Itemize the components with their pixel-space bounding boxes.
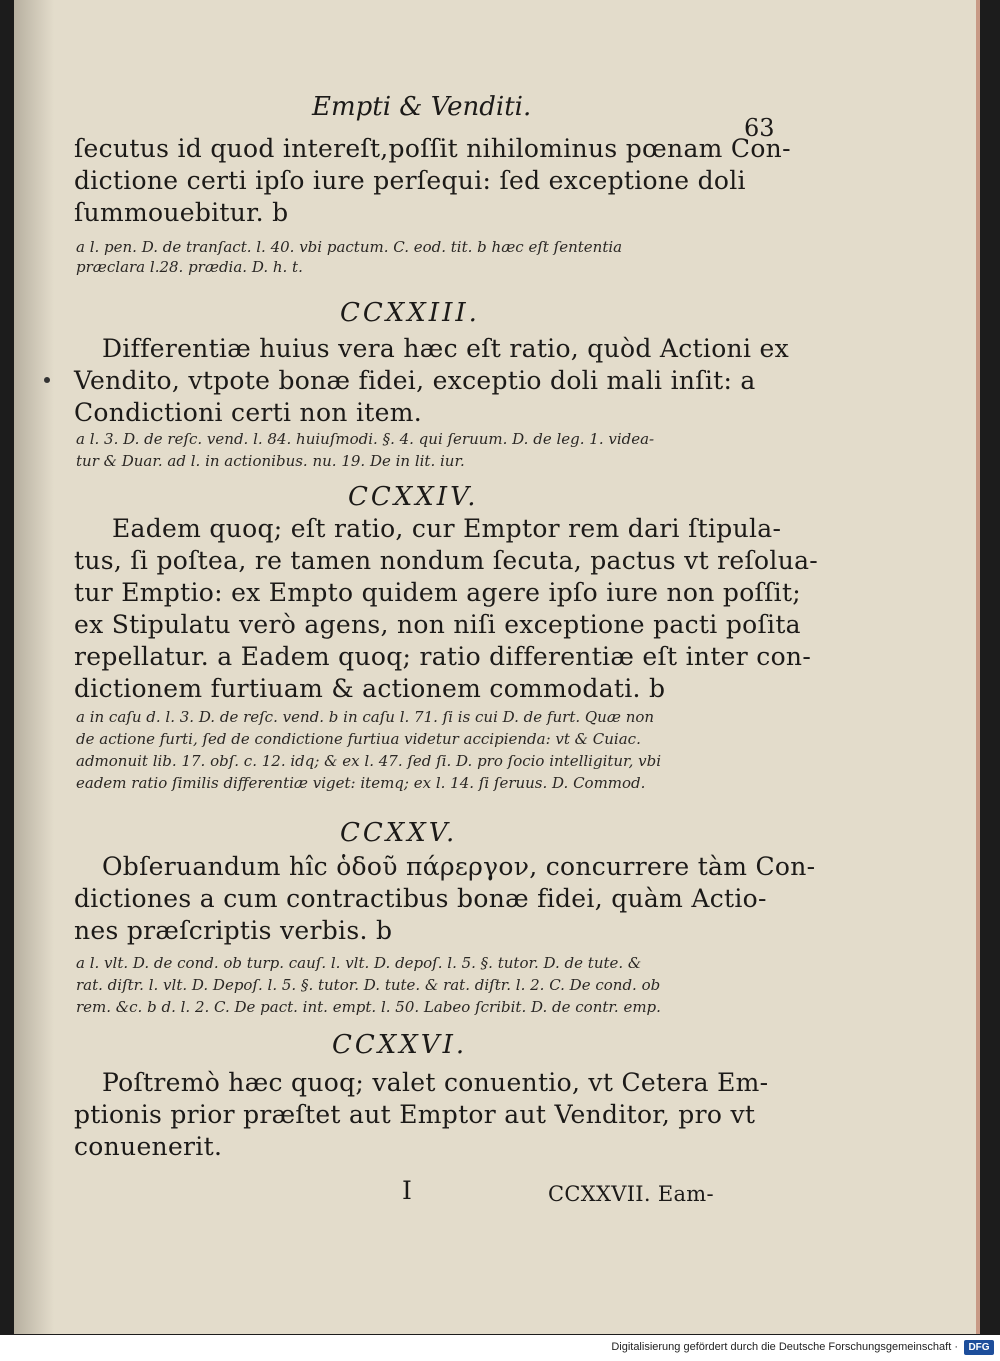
footnote-line: præclara l.28. prædia. D. h. t. [76, 258, 303, 276]
signature-mark: I [402, 1176, 413, 1205]
paragraph-line: tus, ſi poſtea, re tamen nondum ſecuta, pactus vt reſolua- [74, 546, 819, 575]
footnote-line: tur & Duar. ad l. in actionibus. nu. 19. De in lit. iur. [76, 452, 465, 470]
section-number: CCXXV. [340, 818, 458, 848]
paragraph-line: tur Emptio: ex Empto quidem agere ipſo iure non poſſit; [74, 578, 802, 607]
section-number: CCXXVI. [332, 1030, 468, 1060]
section-number: CCXXIII. [340, 298, 480, 328]
footnote-line: rem. &c. b d. l. 2. C. De pact. int. empt. l. 50. Labeo ſcribit. D. de contr. emp. [76, 998, 661, 1016]
paragraph-line: Differentiæ huius vera hæc eſt ratio, quòd Actioni ex [102, 334, 789, 363]
footer-bar [0, 1335, 1000, 1361]
paragraph-line: Poſtremò hæc quoq; valet conuentio, vt Cetera Em- [102, 1068, 769, 1097]
footnote-line: eadem ratio ſimilis differentiæ viget: itemq; ex l. 14. ſi ſeruus. D. Commod. [76, 774, 646, 792]
paragraph-line: dictiones a cum contractibus bonæ fidei, quàm Actio- [74, 884, 767, 913]
footnote-line: a in caſu d. l. 3. D. de reſc. vend. b in caſu l. 71. ſi is cui D. de furt. Quæ non [76, 708, 655, 726]
paragraph-line: nes præſcriptis verbis. b [74, 916, 393, 945]
footnote-line: admonuit lib. 17. obſ. c. 12. idq; & ex l. 47. ſed ſi. D. pro ſocio intelligitur, vbi [76, 752, 661, 770]
book-page [14, 0, 980, 1334]
footnote-line: a l. pen. D. de tranſact. l. 40. vbi pactum. C. eod. tit. b hæc eſt ſententia [76, 238, 623, 256]
footnote-line: rat. diſtr. l. vlt. D. Depoſ. l. 5. §. tutor. D. tute. & rat. diſtr. l. 2. C. De cond. ob [76, 976, 661, 994]
footer-credit: Digitalisierung gefördert durch die Deutsche Forschungsgemeinschaft · [611, 1341, 958, 1353]
page-number: 63 [744, 114, 775, 142]
paragraph-line: dictionem furtiuam & actionem commodati. b [74, 674, 666, 703]
footnote-line: a l. 3. D. de reſc. vend. l. 84. huiuſmodi. §. 4. qui ſeruum. D. de leg. 1. videa- [76, 430, 655, 448]
paragraph-line: Vendito, vtpote bonæ fidei, exceptio doli mali inſit: a [74, 366, 756, 395]
dfg-logo: DFG [964, 1340, 994, 1355]
paragraph-line: ſummouebitur. b [74, 198, 289, 227]
paragraph-line: Obſeruandum hîc ὁδοῦ πάρεργον, concurrere tàm Con- [102, 852, 816, 881]
paragraph-line: conuenerit. [74, 1132, 223, 1161]
paragraph-line: Eadem quoq; eſt ratio, cur Emptor rem dari ſtipula- [112, 514, 782, 543]
footnote-line: de actione furti, ſed de condictione furtiua videtur accipienda: vt & Cuiac. [76, 730, 641, 748]
catchword: CCXXVII. Eam- [548, 1182, 714, 1206]
section-number: CCXXIV. [348, 482, 479, 512]
paragraph-line: Condictioni certi non item. [74, 398, 422, 427]
paragraph-line: ex Stipulatu verò agens, non niſi exceptione pacti poſita [74, 610, 801, 639]
paragraph-line: dictione certi ipſo iure perſequi: ſed exceptione doli [74, 166, 746, 195]
margin-dot [44, 377, 50, 383]
paragraph-line: repellatur. a Eadem quoq; ratio differentiæ eſt inter con- [74, 642, 812, 671]
footnote-line: a l. vlt. D. de cond. ob turp. cauſ. l. vlt. D. depoſ. l. 5. §. tutor. D. de tute. & [76, 954, 642, 972]
running-head: Empti & Venditi. [312, 92, 532, 122]
paragraph-line: ſecutus id quod intereſt,poſſit nihilominus pœnam Con- [74, 134, 791, 163]
paragraph-line: ptionis prior præſtet aut Emptor aut Venditor, pro vt [74, 1100, 756, 1129]
